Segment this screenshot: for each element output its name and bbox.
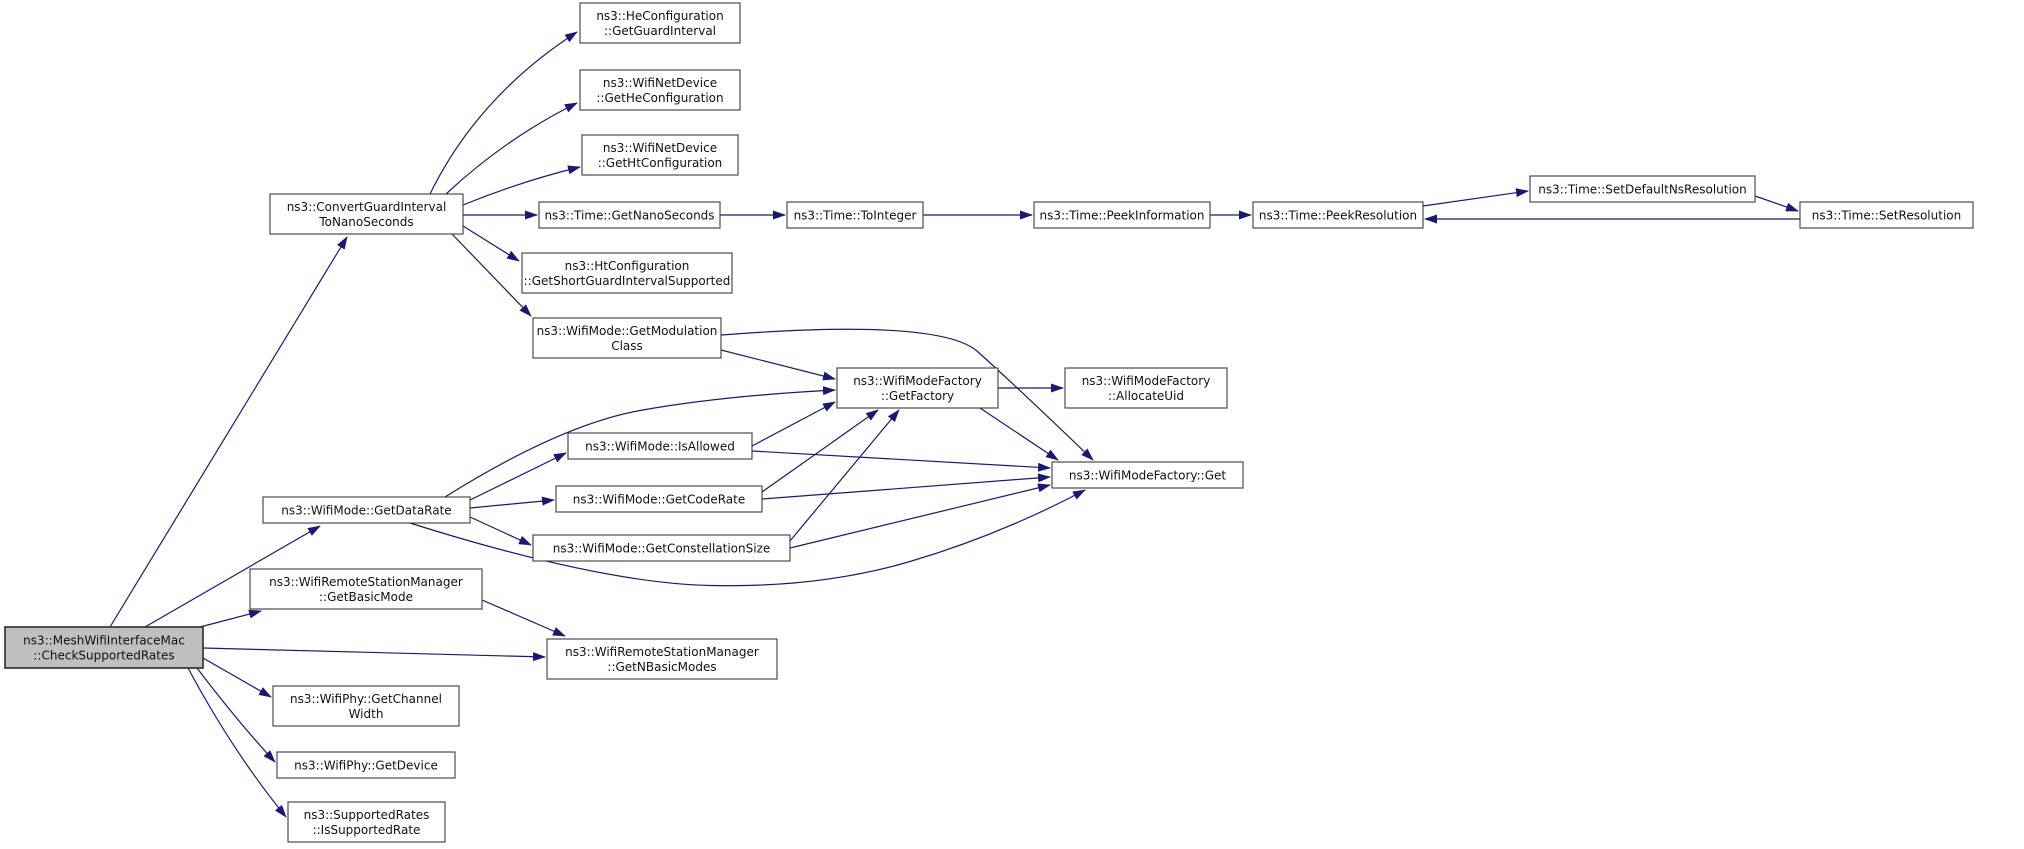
edge-check-supported-rates-to-supported-rates-is-supported-rate — [188, 668, 286, 817]
node-wifi-phy-get-device[interactable] — [277, 752, 455, 778]
node-label-line: ns3::WifiPhy::GetChannel — [290, 691, 442, 706]
node-time-peek-resolution[interactable] — [1253, 202, 1423, 228]
node-label — [1039, 208, 1204, 222]
edge-wifi-mode-is-allowed-to-wifi-mode-factory-get — [752, 451, 1050, 468]
node-label — [544, 208, 714, 222]
node-he-configuration-get-guard-interval[interactable] — [580, 3, 740, 43]
node-wifi-mode-factory-get[interactable] — [1052, 462, 1243, 488]
node-label-line: Class — [611, 338, 643, 353]
edge-convert-guard-interval-to-nano-seconds-to-wifi-net-device-get-he-configuration — [446, 103, 577, 194]
node-label-line: ns3::WifiRemoteStationManager — [565, 644, 759, 659]
node-wifi-phy-get-channel-width[interactable] — [273, 686, 459, 726]
node-check-supported-rates[interactable] — [5, 627, 203, 668]
node-time-set-resolution[interactable] — [1800, 202, 1973, 228]
node-wifi-net-device-get-he-configuration[interactable] — [580, 70, 740, 110]
node-label-line: ns3::WifiMode::GetCodeRate — [572, 492, 746, 507]
edge-wifi-mode-get-modulation-class-to-wifi-mode-factory-get-factory — [721, 350, 835, 379]
node-wifi-net-device-get-ht-configuration[interactable] — [582, 135, 738, 175]
node-label-line: ns3::Time::PeekInformation — [1039, 208, 1205, 223]
node-ht-configuration-get-short-guard-interval-supported[interactable] — [522, 253, 732, 293]
node-label-line: ::GetShortGuardIntervalSupported — [523, 273, 731, 288]
edge-time-set-default-ns-resolution-to-time-set-resolution — [1755, 196, 1798, 211]
node-label-line: ::GetHtConfiguration — [597, 155, 723, 170]
node-label — [596, 76, 723, 105]
node-label — [1538, 182, 1747, 196]
node-label — [573, 492, 745, 506]
node-wifi-remote-station-manager-get-n-basic-modes[interactable] — [547, 639, 777, 679]
node-label — [1812, 208, 1961, 222]
node-label-line: ::GetGuardInterval — [603, 23, 717, 38]
edge-convert-guard-interval-to-nano-seconds-to-wifi-net-device-get-ht-configuration — [463, 167, 580, 205]
node-label — [598, 141, 723, 170]
node-label — [1259, 208, 1417, 222]
node-time-to-integer[interactable] — [787, 202, 923, 228]
node-wifi-mode-get-constellation-size[interactable] — [533, 535, 790, 561]
node-label-line: Width — [348, 706, 384, 721]
edge-convert-guard-interval-to-nano-seconds-to-ht-configuration-get-short-guard-interval-supported — [463, 226, 519, 261]
node-label-line: ns3::WifiModeFactory::Get — [1068, 468, 1227, 483]
node-label-line: ns3::MeshWifiInterfaceMac — [23, 633, 185, 648]
node-wifi-mode-get-data-rate[interactable] — [263, 497, 470, 523]
node-label-line: ns3::WifiRemoteStationManager — [269, 574, 463, 589]
node-label-line: ns3::Time::SetResolution — [1811, 208, 1962, 223]
node-label — [281, 503, 451, 517]
node-label-line: ::GetHeConfiguration — [596, 90, 724, 105]
edge-check-supported-rates-to-wifi-remote-station-manager-get-n-basic-modes — [203, 648, 545, 657]
node-label-line: ::GetNBasicModes — [607, 659, 717, 674]
node-label-line: ::AllocateUid — [1107, 388, 1185, 403]
node-label-line: ns3::WifiNetDevice — [602, 140, 718, 155]
edge-wifi-mode-is-allowed-to-wifi-mode-factory-get-factory — [752, 402, 835, 446]
node-label-line: ns3::ConvertGuardInterval — [286, 199, 447, 214]
node-label-line: ns3::WifiMode::GetModulation — [536, 323, 718, 338]
edge-wifi-mode-get-data-rate-to-wifi-mode-get-constellation-size — [470, 517, 531, 545]
node-label — [585, 439, 735, 453]
edge-wifi-mode-get-constellation-size-to-wifi-mode-factory-get-factory — [790, 410, 899, 541]
node-label — [304, 808, 430, 837]
node-label-line: ns3::Time::GetNanoSeconds — [544, 208, 715, 223]
node-label-line: ns3::Time::SetDefaultNsResolution — [1538, 182, 1747, 197]
node-label-line: ns3::WifiNetDevice — [602, 75, 718, 90]
node-label — [794, 208, 917, 222]
node-wifi-mode-factory-allocate-uid[interactable] — [1065, 368, 1227, 408]
node-label-line: ns3::HtConfiguration — [564, 258, 690, 273]
node-wifi-mode-factory-get-factory[interactable] — [837, 368, 998, 408]
node-label-line: ns3::WifiMode::GetDataRate — [281, 503, 452, 518]
node-label-line: ns3::HeConfiguration — [596, 8, 724, 23]
node-time-peek-information[interactable] — [1034, 202, 1210, 228]
edge-convert-guard-interval-to-nano-seconds-to-he-configuration-get-guard-interval — [430, 32, 577, 194]
node-label-line: ::IsSupportedRate — [312, 822, 421, 837]
node-label — [23, 633, 185, 662]
node-label — [553, 541, 771, 555]
edge-wifi-mode-get-data-rate-to-wifi-mode-get-code-rate — [470, 500, 554, 508]
edge-time-peek-resolution-to-time-set-default-ns-resolution — [1423, 191, 1528, 206]
node-label-line: ::GetBasicMode — [319, 589, 413, 604]
node-label — [1069, 468, 1226, 482]
node-label-line: ToNanoSeconds — [319, 214, 414, 229]
node-label-line: ns3::SupportedRates — [303, 807, 430, 822]
node-label-line: ns3::WifiMode::GetConstellationSize — [552, 541, 771, 556]
edge-check-supported-rates-to-wifi-remote-station-manager-get-basic-mode — [200, 611, 261, 627]
node-wifi-mode-get-modulation-class[interactable] — [533, 318, 721, 358]
node-wifi-mode-is-allowed[interactable] — [568, 433, 752, 459]
nodes-layer — [5, 3, 1973, 842]
node-label — [596, 9, 723, 38]
edge-wifi-remote-station-manager-get-basic-mode-to-wifi-remote-station-manager-get-n-basic-modes — [482, 600, 565, 636]
node-label — [294, 758, 438, 772]
node-wifi-remote-station-manager-get-basic-mode[interactable] — [250, 569, 482, 609]
node-label-line: ns3::Time::PeekResolution — [1258, 208, 1418, 223]
node-label-line: ns3::WifiModeFactory — [1081, 373, 1211, 388]
node-convert-guard-interval-to-nano-seconds[interactable] — [270, 194, 463, 234]
edge-convert-guard-interval-to-nano-seconds-to-wifi-mode-get-modulation-class — [452, 234, 531, 316]
node-time-get-nano-seconds[interactable] — [539, 202, 720, 228]
node-label-line: ns3::WifiModeFactory — [853, 373, 982, 388]
node-label-line: ::GetFactory — [880, 388, 955, 403]
node-label-line: ns3::WifiMode::IsAllowed — [585, 439, 735, 454]
node-label-line: ns3::Time::ToInteger — [793, 208, 917, 223]
node-supported-rates-is-supported-rate[interactable] — [288, 802, 445, 842]
edge-check-supported-rates-to-wifi-phy-get-channel-width — [203, 658, 271, 697]
node-time-set-default-ns-resolution[interactable] — [1530, 176, 1755, 202]
node-label-line: ::CheckSupportedRates — [33, 648, 175, 663]
edge-wifi-mode-get-data-rate-to-wifi-mode-is-allowed — [470, 453, 566, 500]
edge-wifi-mode-get-code-rate-to-wifi-mode-factory-get-factory — [762, 410, 878, 492]
node-wifi-mode-get-code-rate[interactable] — [556, 486, 762, 512]
node-label-line: ns3::WifiPhy::GetDevice — [294, 758, 438, 773]
